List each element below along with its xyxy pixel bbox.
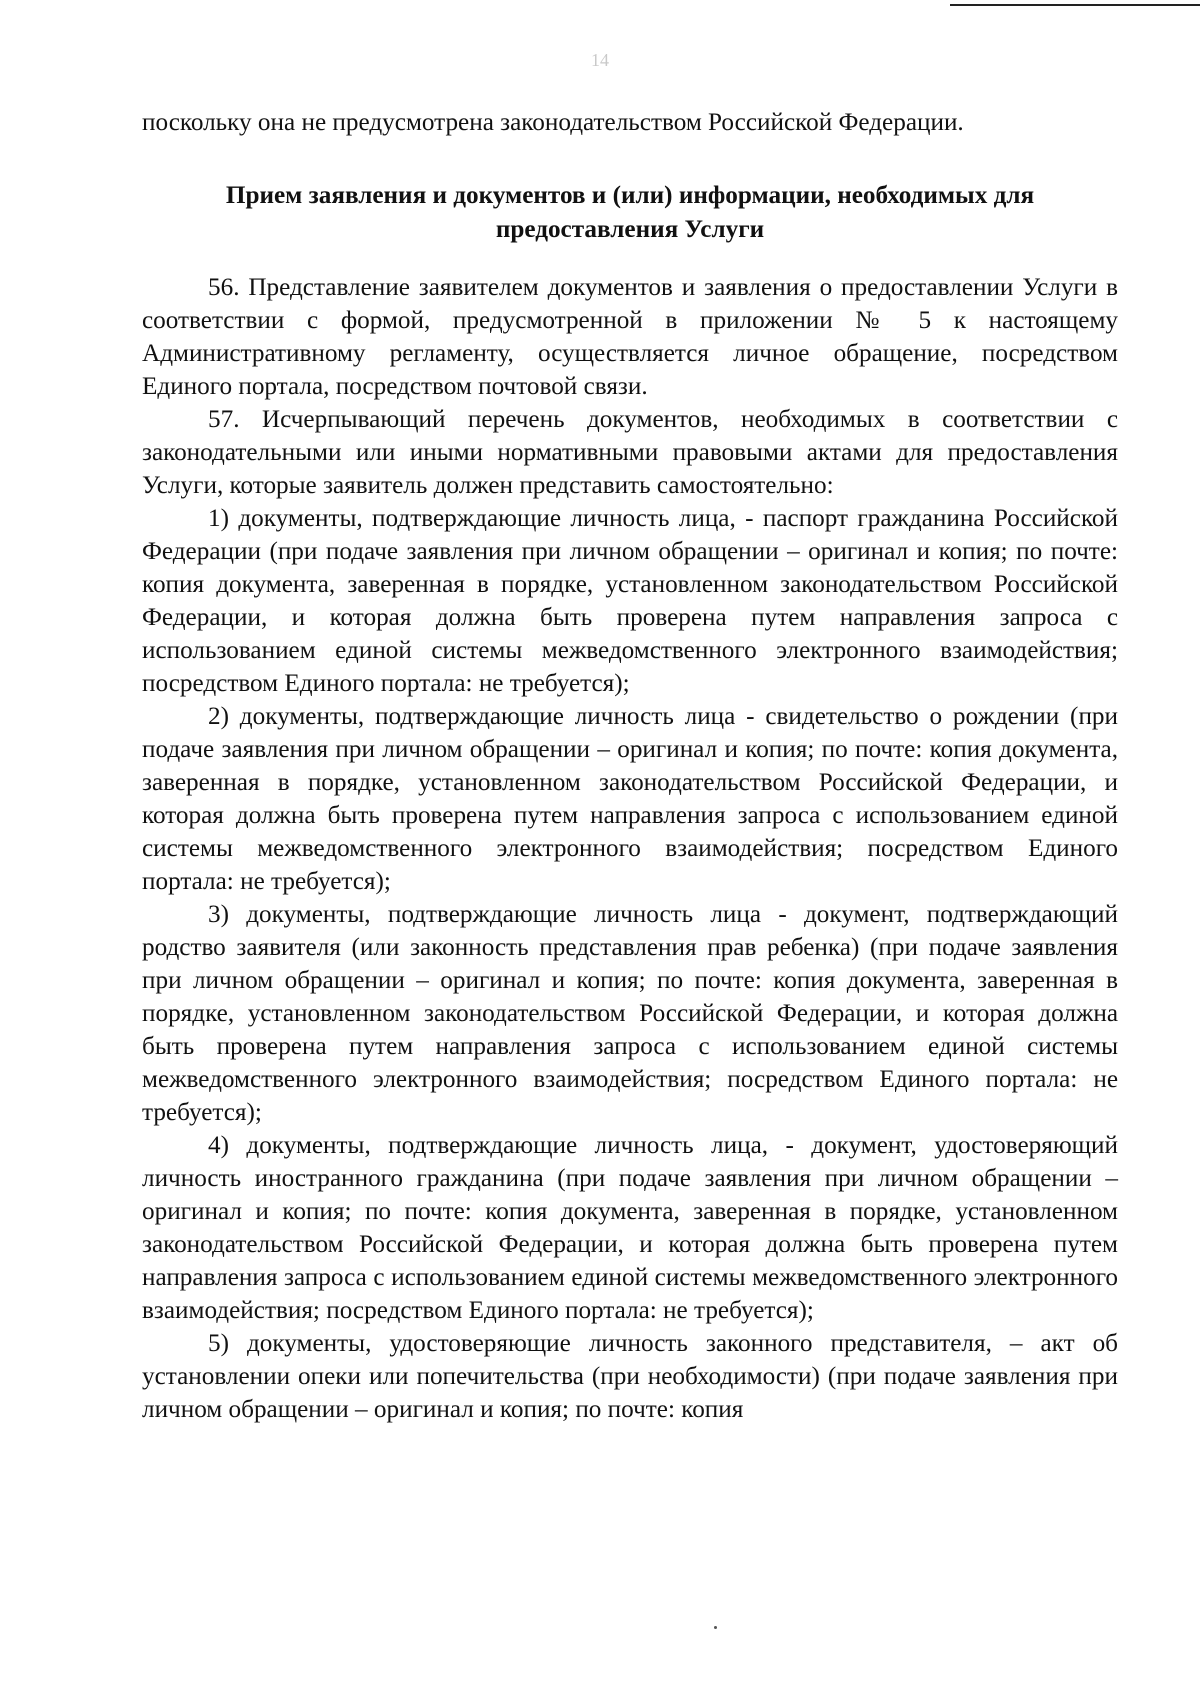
paragraph-57: 57. Исчерпывающий перечень документов, необходимых в соответствии с законодательными или иными нормативными правовыми актами для предоставления Услуги, которые заявитель должен представить самостоятельно: xyxy=(142,406,1118,499)
list-item-2: 2) документы, подтверждающие личность лица - свидетельство о рождении (при подаче заявления при личном обращении – оригинал и копия; по почте: копия документа, заверенная в порядке, установленном законодательством Российской Федерации, и которая должна быть проверена путем направления запроса с использованием единой системы межведомственного электронного взаимодействия; посредством Единого портала: не требуется); xyxy=(142,703,1118,895)
scan-border-line xyxy=(950,4,1200,6)
list-item-1: 1) документы, подтверждающие личность лица, - паспорт гражданина Российской Федерации (при подаче заявления при личном обращении – оригинал и копия; по почте: копия документа, заверенная в порядке, установленном законодательством Российской Федерации, и которая должна быть проверена путем направления запроса с использованием единой системы межведомственного электронного взаимодействия; посредством Единого портала: не требуется); xyxy=(142,505,1118,697)
list-item-4: 4) документы, подтверждающие личность лица, - документ, удостоверяющий личность иностранного гражданина (при подаче заявления при личном обращении – оригинал и копия; по почте: копия документа, заверенная в порядке, установленном законодательством Российской Федерации, и которая должна быть проверена путем направления запроса с использованием единой системы межведомственного электронного взаимодействия; посредством Единого портала: не требуется); xyxy=(142,1132,1118,1324)
intro-line: поскольку она не предусмотрена законодательством Российской Федерации. xyxy=(142,109,964,136)
section-heading: Прием заявления и документов и (или) информации, необходимых для предоставления Услуги xyxy=(225,182,1035,243)
paragraph-56: 56. Представление заявителем документов и заявления о предоставлении Услуги в соответствии с формой, предусмотренной в приложении № 5 к настоящему Административному регламенту, осуществляется личное обращение, посредством Единого портала, посредством почтовой связи. xyxy=(142,274,1118,400)
list-item-3: 3) документы, подтверждающие личность лица - документ, подтверждающий родство заявителя (или законность представления прав ребенка) (при подаче заявления при личном обращении – оригинал и копия; по почте: копия документа, заверенная в порядке, установленном законодательством Российской Федерации, и которая должна быть проверена путем направления запроса с использованием единой системы межведомственного электронного взаимодействия; посредством Единого портала: не требуется); xyxy=(142,901,1118,1126)
scan-artifact-dot xyxy=(714,1626,717,1629)
list-item-5: 5) документы, удостоверяющие личность законного представителя, – акт об установлении опеки или попечительства (при необходимости) (при подаче заявления при личном обращении – оригинал и копия; по почте: копия xyxy=(142,1330,1118,1423)
page-number: 14 xyxy=(591,50,609,70)
document-body xyxy=(142,106,1118,1426)
